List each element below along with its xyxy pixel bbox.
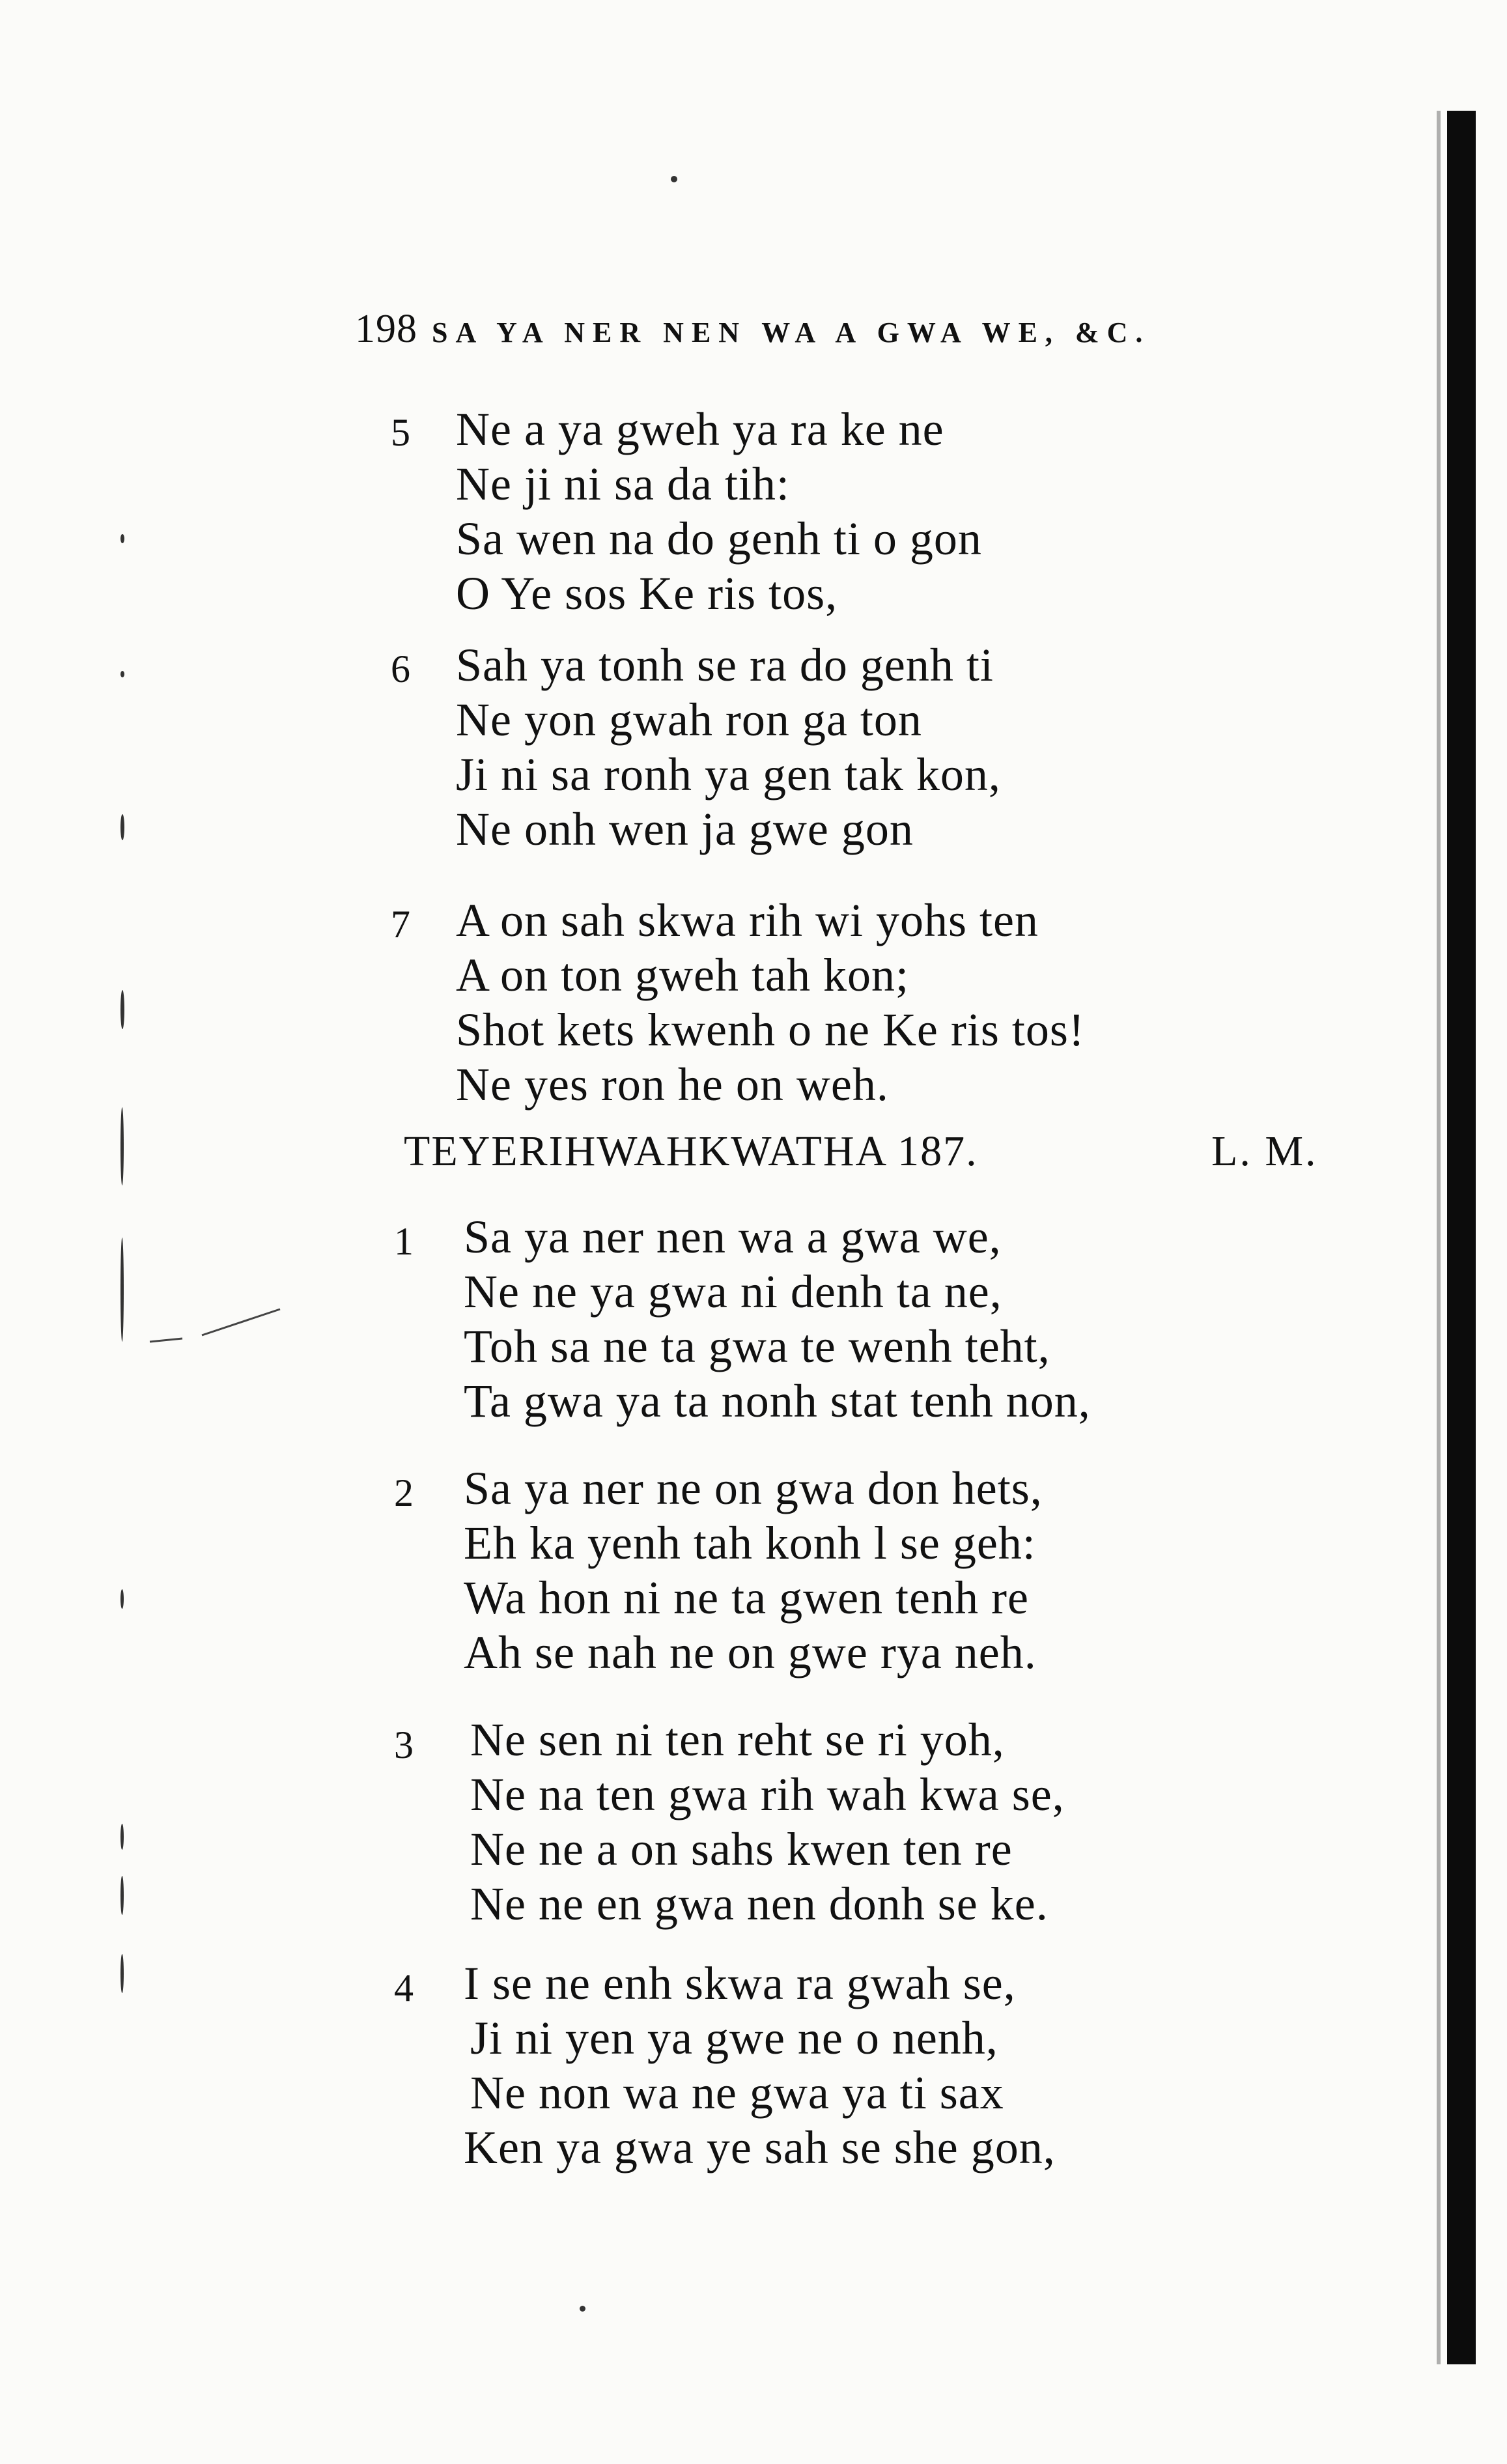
verse-line: Ken ya gwa ye sah se she gon,: [464, 2121, 1056, 2174]
verse-number: 6: [391, 647, 410, 690]
pencil-mark: [143, 1303, 287, 1355]
verse-line: Sa wen na do genh ti o gon: [456, 513, 982, 565]
verse-line: Ah se nah ne on gwe rya neh.: [464, 1626, 1037, 1678]
verse-number: 1: [394, 1220, 414, 1263]
verse-line: A on sah skwa rih wi yohs ten: [456, 894, 1039, 946]
hymn-meter: L. M.: [1211, 1127, 1318, 1175]
verse-number: 5: [391, 411, 410, 454]
verse-number: 2: [394, 1471, 414, 1514]
hymn-heading: [404, 1127, 1316, 1185]
running-title: SA YA NER NEN WA A GWA WE, &C.: [432, 317, 1151, 348]
verse-line: Ne yon gwah ron ga ton: [456, 694, 922, 746]
hymn-title: TEYERIHWAHKWATHA 187.: [404, 1127, 978, 1175]
margin-speck: [671, 176, 677, 182]
verse-number: 3: [394, 1723, 414, 1766]
verse-line: Ne a ya gweh ya ra ke ne: [456, 403, 944, 455]
verse-line: Ne yes ron he on weh.: [456, 1058, 889, 1111]
verse-line: Ta gwa ya ta nonh stat tenh non,: [464, 1375, 1091, 1427]
running-head: [355, 306, 1299, 358]
verse-line: Ne ne ya gwa ni denh ta ne,: [464, 1266, 1002, 1318]
verse-line: Toh sa ne ta gwa te wenh teht,: [464, 1320, 1050, 1372]
margin-speck: [120, 1589, 124, 1609]
verse-line: Ji ni sa ronh ya gen tak kon,: [456, 748, 1001, 800]
margin-speck: [120, 534, 124, 543]
verse-line: Ne ne en gwa nen donh se ke.: [470, 1878, 1049, 1930]
verse-line: Ne non wa ne gwa ya ti sax: [470, 2067, 1004, 2119]
margin-speck: [120, 1238, 124, 1342]
verse-line: Ne na ten gwa rih wah kwa se,: [470, 1768, 1065, 1820]
verse-line: Ne ne a on sahs kwen ten re: [470, 1823, 1013, 1875]
margin-speck: [120, 814, 124, 840]
verse-line: Ne onh wen ja gwe gon: [456, 803, 914, 855]
margin-speck: [120, 990, 124, 1029]
verse-line: Sa ya ner nen wa a gwa we,: [464, 1211, 1002, 1263]
margin-speck: [120, 1954, 124, 1993]
verse-line: A on ton gweh tah kon;: [456, 949, 909, 1001]
page-number: 198: [355, 307, 417, 351]
verse-line: I se ne enh skwa ra gwah se,: [464, 1957, 1016, 2009]
verse-line: Shot kets kwenh o ne Ke ris tos!: [456, 1004, 1085, 1056]
margin-speck: [120, 671, 124, 677]
verse-line: O Ye sos Ke ris tos,: [456, 567, 838, 619]
verse-line: Sa ya ner ne on gwa don hets,: [464, 1462, 1043, 1514]
margin-speck: [120, 1876, 124, 1915]
verse-number: 4: [394, 1966, 414, 2009]
verse-line: Ne sen ni ten reht se ri yoh,: [470, 1714, 1005, 1766]
binding-shadow: [1437, 111, 1441, 2364]
margin-speck: [120, 1824, 124, 1850]
verse-line: Ji ni yen ya gwe ne o nenh,: [470, 2012, 998, 2064]
margin-speck: [580, 2306, 585, 2312]
margin-speck: [120, 1107, 124, 1185]
binding-edge: [1447, 111, 1476, 2364]
verse-number: 7: [391, 903, 410, 946]
verse-line: Eh ka yenh tah konh l se geh:: [464, 1517, 1036, 1569]
verse-line: Ne ji ni sa da tih:: [456, 458, 790, 510]
verse-line: Wa hon ni ne ta gwen tenh re: [464, 1572, 1029, 1624]
verse-line: Sah ya tonh se ra do genh ti: [456, 639, 994, 691]
